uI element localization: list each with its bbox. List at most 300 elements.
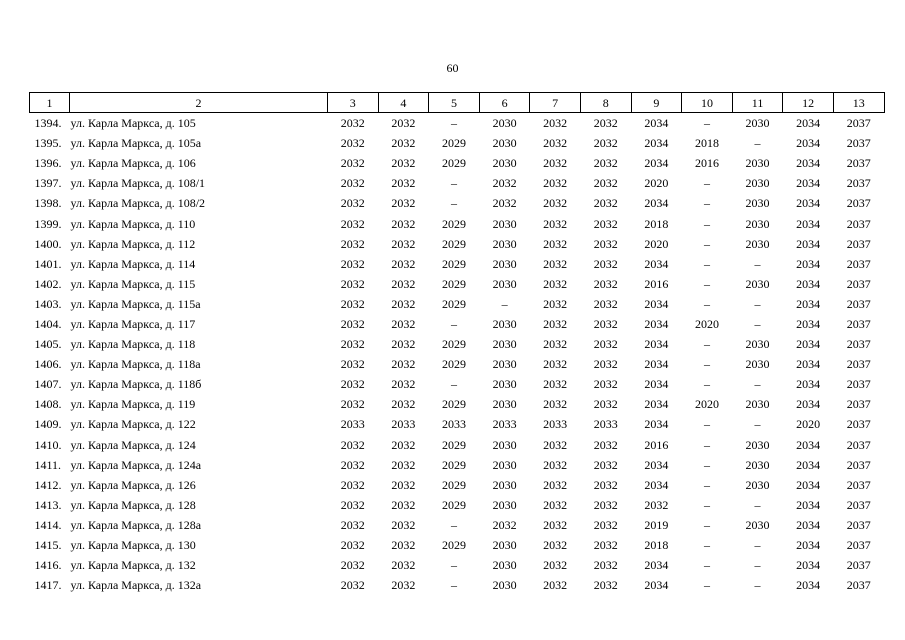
year-cell-col-10: 2020 xyxy=(694,316,719,331)
year-cell-col-10: – xyxy=(703,517,710,532)
column-header-1: 1 xyxy=(30,93,70,113)
year-cell-col-4: 2032 xyxy=(391,337,416,352)
column-header-6: 6 xyxy=(479,93,530,113)
year-cell-col-13: 2037 xyxy=(846,156,871,171)
year-cell-col-12: 2034 xyxy=(796,517,821,532)
year-cell-col-9: 2018 xyxy=(644,216,669,231)
year-cell-col-5: 2029 xyxy=(441,538,466,553)
year-cell-col-5: 2029 xyxy=(441,216,466,231)
year-cell-col-4: 2032 xyxy=(391,236,416,251)
year-cell-col-10: 2018 xyxy=(694,136,719,151)
year-cell-col-6: 2030 xyxy=(492,276,517,291)
row-number-cell: 1400. xyxy=(34,236,62,251)
year-cell-col-4: 2032 xyxy=(391,397,416,412)
row-number-cell: 1396. xyxy=(34,156,62,171)
year-cell-col-10: 2020 xyxy=(694,397,719,412)
year-cell-col-12: 2034 xyxy=(796,578,821,593)
year-cell-col-10: – xyxy=(703,457,710,472)
year-cell-col-4: 2032 xyxy=(391,176,416,191)
year-cell-col-4: 2032 xyxy=(391,437,416,452)
year-cell-col-10: – xyxy=(703,176,710,191)
year-cell-col-10: – xyxy=(703,497,710,512)
column-header-2: 2 xyxy=(70,93,328,113)
year-cell-col-3: 2032 xyxy=(340,437,365,452)
year-cell-col-9: 2034 xyxy=(644,457,669,472)
year-cell-col-11: 2030 xyxy=(745,457,770,472)
year-cell-col-12: 2034 xyxy=(796,136,821,151)
year-cell-col-3: 2032 xyxy=(340,116,365,131)
table-row xyxy=(30,435,885,455)
year-cell-col-3: 2032 xyxy=(340,578,365,593)
year-cell-col-11: 2030 xyxy=(745,276,770,291)
table-row xyxy=(30,314,885,334)
row-number-cell: 1409. xyxy=(34,417,62,432)
year-cell-col-3: 2032 xyxy=(340,316,365,331)
year-cell-col-6: 2030 xyxy=(492,497,517,512)
year-cell-col-13: 2037 xyxy=(846,216,871,231)
row-number-cell: 1395. xyxy=(34,136,62,151)
year-cell-col-12: 2034 xyxy=(796,558,821,573)
year-cell-col-6: 2032 xyxy=(492,517,517,532)
year-cell-col-5: – xyxy=(450,558,457,573)
year-cell-col-5: 2029 xyxy=(441,236,466,251)
year-cell-col-6: 2030 xyxy=(492,538,517,553)
table-row xyxy=(30,113,885,134)
table-row xyxy=(30,334,885,354)
year-cell-col-10: – xyxy=(703,377,710,392)
year-cell-col-4: 2032 xyxy=(391,517,416,532)
year-cell-col-8: 2032 xyxy=(593,216,618,231)
year-cell-col-5: 2029 xyxy=(441,256,466,271)
year-cell-col-12: 2034 xyxy=(796,397,821,412)
year-cell-col-12: 2034 xyxy=(796,296,821,311)
year-cell-col-11: 2030 xyxy=(745,357,770,372)
column-header-3: 3 xyxy=(328,93,379,113)
row-number-cell: 1416. xyxy=(34,558,62,573)
row-number-cell: 1406. xyxy=(34,357,62,372)
table-row xyxy=(30,374,885,394)
table-row xyxy=(30,555,885,575)
row-number-cell: 1401. xyxy=(34,256,62,271)
year-cell-col-8: 2032 xyxy=(593,337,618,352)
column-header-7: 7 xyxy=(530,93,581,113)
year-cell-col-4: 2032 xyxy=(391,116,416,131)
year-cell-col-6: 2030 xyxy=(492,477,517,492)
year-cell-col-6: 2030 xyxy=(492,136,517,151)
year-cell-col-11: – xyxy=(754,136,761,151)
year-cell-col-5: 2029 xyxy=(441,397,466,412)
year-cell-col-5: – xyxy=(450,196,457,211)
year-cell-col-7: 2032 xyxy=(543,558,568,573)
year-cell-col-11: – xyxy=(754,316,761,331)
year-cell-col-6: 2030 xyxy=(492,337,517,352)
year-cell-col-12: 2034 xyxy=(796,477,821,492)
table-row xyxy=(30,414,885,434)
year-cell-col-10: – xyxy=(703,296,710,311)
year-cell-col-12: 2034 xyxy=(796,497,821,512)
year-cell-col-3: 2032 xyxy=(340,236,365,251)
year-cell-col-8: 2032 xyxy=(593,196,618,211)
year-cell-col-9: 2032 xyxy=(644,497,669,512)
year-cell-col-9: 2034 xyxy=(644,156,669,171)
year-cell-col-8: 2032 xyxy=(593,558,618,573)
year-cell-col-7: 2032 xyxy=(543,357,568,372)
address-cell: ул. Карла Маркса, д. 119 xyxy=(70,397,196,412)
year-cell-col-13: 2037 xyxy=(846,377,871,392)
row-number-cell: 1415. xyxy=(34,538,62,553)
row-number-cell: 1397. xyxy=(34,176,62,191)
year-cell-col-11: 2030 xyxy=(745,216,770,231)
year-cell-col-13: 2037 xyxy=(846,517,871,532)
year-cell-col-11: – xyxy=(754,256,761,271)
year-cell-col-11: 2030 xyxy=(745,437,770,452)
year-cell-col-8: 2032 xyxy=(593,276,618,291)
year-cell-col-5: – xyxy=(450,517,457,532)
year-cell-col-8: 2032 xyxy=(593,497,618,512)
table-row xyxy=(30,274,885,294)
year-cell-col-11: – xyxy=(754,578,761,593)
year-cell-col-9: 2034 xyxy=(644,397,669,412)
year-cell-col-7: 2032 xyxy=(543,477,568,492)
year-cell-col-6: 2030 xyxy=(492,236,517,251)
year-cell-col-3: 2032 xyxy=(340,296,365,311)
address-cell: ул. Карла Маркса, д. 118 xyxy=(70,337,196,352)
year-cell-col-13: 2037 xyxy=(846,538,871,553)
year-cell-col-7: 2032 xyxy=(543,578,568,593)
row-number-cell: 1413. xyxy=(34,497,62,512)
year-cell-col-5: – xyxy=(450,176,457,191)
year-cell-col-8: 2032 xyxy=(593,437,618,452)
year-cell-col-13: 2037 xyxy=(846,397,871,412)
year-cell-col-11: 2030 xyxy=(745,116,770,131)
year-cell-col-6: 2033 xyxy=(492,417,517,432)
year-cell-col-9: 2034 xyxy=(644,357,669,372)
year-cell-col-9: 2034 xyxy=(644,558,669,573)
address-cell: ул. Карла Маркса, д. 115а xyxy=(70,296,201,311)
address-cell: ул. Карла Маркса, д. 118а xyxy=(70,357,201,372)
year-cell-col-13: 2037 xyxy=(846,337,871,352)
year-cell-col-13: 2037 xyxy=(846,296,871,311)
year-cell-col-7: 2032 xyxy=(543,397,568,412)
year-cell-col-5: 2029 xyxy=(441,477,466,492)
year-cell-col-13: 2037 xyxy=(846,578,871,593)
year-cell-col-8: 2032 xyxy=(593,176,618,191)
year-cell-col-11: 2030 xyxy=(745,196,770,211)
year-cell-col-11: 2030 xyxy=(745,156,770,171)
year-cell-col-4: 2032 xyxy=(391,196,416,211)
year-cell-col-4: 2032 xyxy=(391,256,416,271)
year-cell-col-5: 2029 xyxy=(441,357,466,372)
year-cell-col-4: 2032 xyxy=(391,538,416,553)
year-cell-col-10: – xyxy=(703,116,710,131)
year-cell-col-8: 2032 xyxy=(593,457,618,472)
table-row xyxy=(30,354,885,374)
year-cell-col-12: 2034 xyxy=(796,377,821,392)
table-row xyxy=(30,254,885,274)
year-cell-col-3: 2032 xyxy=(340,216,365,231)
year-cell-col-8: 2032 xyxy=(593,517,618,532)
year-cell-col-7: 2032 xyxy=(543,196,568,211)
address-cell: ул. Карла Маркса, д. 106 xyxy=(70,156,196,171)
row-number-cell: 1402. xyxy=(34,276,62,291)
year-cell-col-11: – xyxy=(754,296,761,311)
year-cell-col-3: 2032 xyxy=(340,497,365,512)
year-cell-col-7: 2032 xyxy=(543,296,568,311)
year-cell-col-7: 2032 xyxy=(543,136,568,151)
year-cell-col-5: 2029 xyxy=(441,437,466,452)
year-cell-col-9: 2034 xyxy=(644,578,669,593)
year-cell-col-6: 2030 xyxy=(492,578,517,593)
year-cell-col-3: 2033 xyxy=(340,417,365,432)
address-cell: ул. Карла Маркса, д. 128а xyxy=(70,517,202,532)
year-cell-col-11: 2030 xyxy=(745,236,770,251)
year-cell-col-7: 2032 xyxy=(543,256,568,271)
year-cell-col-3: 2032 xyxy=(340,477,365,492)
year-cell-col-5: 2029 xyxy=(441,337,466,352)
table-row xyxy=(30,294,885,314)
year-cell-col-8: 2032 xyxy=(593,296,618,311)
year-cell-col-8: 2032 xyxy=(593,397,618,412)
address-cell: ул. Карла Маркса, д. 105 xyxy=(70,116,196,131)
table-row xyxy=(30,173,885,193)
year-cell-col-3: 2032 xyxy=(340,538,365,553)
year-cell-col-5: – xyxy=(450,377,457,392)
year-cell-col-13: 2037 xyxy=(846,437,871,452)
table-row xyxy=(30,475,885,495)
year-cell-col-11: – xyxy=(754,538,761,553)
year-cell-col-12: 2034 xyxy=(796,236,821,251)
year-cell-col-10: – xyxy=(703,477,710,492)
table-row xyxy=(30,213,885,233)
data-table xyxy=(29,92,885,595)
year-cell-col-4: 2032 xyxy=(391,357,416,372)
year-cell-col-6: 2030 xyxy=(492,357,517,372)
address-cell: ул. Карла Маркса, д. 114 xyxy=(70,256,196,271)
year-cell-col-11: 2030 xyxy=(745,397,770,412)
year-cell-col-7: 2032 xyxy=(543,517,568,532)
year-cell-col-4: 2032 xyxy=(391,216,416,231)
address-cell: ул. Карла Маркса, д. 118б xyxy=(70,377,202,392)
year-cell-col-6: 2030 xyxy=(492,457,517,472)
year-cell-col-10: – xyxy=(703,276,710,291)
year-cell-col-6: 2030 xyxy=(492,116,517,131)
year-cell-col-9: 2020 xyxy=(644,176,669,191)
year-cell-col-7: 2032 xyxy=(543,176,568,191)
year-cell-col-3: 2032 xyxy=(340,558,365,573)
table-body xyxy=(30,113,885,596)
address-cell: ул. Карла Маркса, д. 115 xyxy=(70,276,196,291)
year-cell-col-7: 2032 xyxy=(543,276,568,291)
row-number-cell: 1417. xyxy=(34,578,62,593)
year-cell-col-12: 2034 xyxy=(796,216,821,231)
year-cell-col-7: 2032 xyxy=(543,236,568,251)
table-row xyxy=(30,495,885,515)
year-cell-col-12: 2034 xyxy=(796,457,821,472)
year-cell-col-4: 2033 xyxy=(391,417,416,432)
year-cell-col-8: 2032 xyxy=(593,538,618,553)
year-cell-col-10: – xyxy=(703,558,710,573)
year-cell-col-6: 2032 xyxy=(492,176,517,191)
table-row xyxy=(30,234,885,254)
year-cell-col-13: 2037 xyxy=(846,136,871,151)
column-header-10: 10 xyxy=(682,93,733,113)
year-cell-col-3: 2032 xyxy=(340,156,365,171)
column-header-9: 9 xyxy=(631,93,682,113)
year-cell-col-5: 2029 xyxy=(441,497,466,512)
year-cell-col-9: 2018 xyxy=(644,538,669,553)
year-cell-col-10: – xyxy=(703,417,710,432)
year-cell-col-11: 2030 xyxy=(745,477,770,492)
year-cell-col-13: 2037 xyxy=(846,457,871,472)
year-cell-col-8: 2032 xyxy=(593,316,618,331)
year-cell-col-3: 2032 xyxy=(340,176,365,191)
year-cell-col-10: – xyxy=(703,236,710,251)
header-row xyxy=(30,93,885,113)
year-cell-col-11: – xyxy=(754,417,761,432)
year-cell-col-11: – xyxy=(754,377,761,392)
year-cell-col-11: – xyxy=(754,497,761,512)
year-cell-col-3: 2032 xyxy=(340,457,365,472)
column-header-5: 5 xyxy=(429,93,480,113)
address-cell: ул. Карла Маркса, д. 128 xyxy=(70,497,196,512)
address-cell: ул. Карла Маркса, д. 132 xyxy=(70,558,196,573)
year-cell-col-10: – xyxy=(703,357,710,372)
year-cell-col-11: 2030 xyxy=(745,176,770,191)
year-cell-col-11: 2030 xyxy=(745,337,770,352)
address-cell: ул. Карла Маркса, д. 117 xyxy=(70,316,196,331)
year-cell-col-6: – xyxy=(501,296,508,311)
table-row xyxy=(30,535,885,555)
year-cell-col-5: 2033 xyxy=(441,417,466,432)
year-cell-col-6: 2030 xyxy=(492,558,517,573)
year-cell-col-13: 2037 xyxy=(846,316,871,331)
year-cell-col-7: 2032 xyxy=(543,316,568,331)
year-cell-col-9: 2034 xyxy=(644,256,669,271)
year-cell-col-13: 2037 xyxy=(846,477,871,492)
address-cell: ул. Карла Маркса, д. 124 xyxy=(70,437,196,452)
row-number-cell: 1411. xyxy=(34,457,62,472)
year-cell-col-8: 2032 xyxy=(593,578,618,593)
row-number-cell: 1403. xyxy=(34,296,62,311)
year-cell-col-3: 2032 xyxy=(340,196,365,211)
year-cell-col-6: 2030 xyxy=(492,316,517,331)
year-cell-col-5: 2029 xyxy=(441,156,466,171)
year-cell-col-4: 2032 xyxy=(391,578,416,593)
table-row xyxy=(30,394,885,414)
year-cell-col-12: 2034 xyxy=(796,116,821,131)
year-cell-col-12: 2034 xyxy=(796,337,821,352)
year-cell-col-12: 2034 xyxy=(796,437,821,452)
year-cell-col-5: 2029 xyxy=(441,136,466,151)
address-cell: ул. Карла Маркса, д. 130 xyxy=(70,538,196,553)
row-number-cell: 1405. xyxy=(34,337,62,352)
year-cell-col-8: 2032 xyxy=(593,377,618,392)
table-row xyxy=(30,133,885,153)
year-cell-col-5: 2029 xyxy=(441,276,466,291)
year-cell-col-5: – xyxy=(450,116,457,131)
year-cell-col-6: 2030 xyxy=(492,377,517,392)
table-row xyxy=(30,455,885,475)
year-cell-col-9: 2016 xyxy=(644,437,669,452)
year-cell-col-5: 2029 xyxy=(441,296,466,311)
year-cell-col-11: 2030 xyxy=(745,517,770,532)
year-cell-col-12: 2020 xyxy=(796,417,821,432)
year-cell-col-9: 2034 xyxy=(644,316,669,331)
year-cell-col-11: – xyxy=(754,558,761,573)
address-cell: ул. Карла Маркса, д. 126 xyxy=(70,477,196,492)
year-cell-col-7: 2032 xyxy=(543,156,568,171)
year-cell-col-4: 2032 xyxy=(391,477,416,492)
year-cell-col-9: 2034 xyxy=(644,337,669,352)
year-cell-col-12: 2034 xyxy=(796,256,821,271)
year-cell-col-6: 2032 xyxy=(492,196,517,211)
year-cell-col-12: 2034 xyxy=(796,176,821,191)
year-cell-col-3: 2032 xyxy=(340,357,365,372)
year-cell-col-8: 2032 xyxy=(593,357,618,372)
year-cell-col-10: – xyxy=(703,578,710,593)
address-cell: ул. Карла Маркса, д. 124а xyxy=(70,457,202,472)
year-cell-col-3: 2032 xyxy=(340,276,365,291)
year-cell-col-6: 2030 xyxy=(492,256,517,271)
address-cell: ул. Карла Маркса, д. 105а xyxy=(70,136,202,151)
row-number-cell: 1404. xyxy=(34,316,62,331)
row-number-cell: 1398. xyxy=(34,196,62,211)
year-cell-col-3: 2032 xyxy=(340,377,365,392)
year-cell-col-6: 2030 xyxy=(492,437,517,452)
address-cell: ул. Карла Маркса, д. 122 xyxy=(70,417,196,432)
year-cell-col-9: 2019 xyxy=(644,517,669,532)
address-cell: ул. Карла Маркса, д. 108/1 xyxy=(70,176,206,191)
year-cell-col-6: 2030 xyxy=(492,156,517,171)
year-cell-col-7: 2032 xyxy=(543,377,568,392)
table-row xyxy=(30,575,885,595)
address-cell: ул. Карла Маркса, д. 132а xyxy=(70,578,202,593)
year-cell-col-9: 2034 xyxy=(644,136,669,151)
year-cell-col-13: 2037 xyxy=(846,558,871,573)
year-cell-col-6: 2030 xyxy=(492,397,517,412)
year-cell-col-13: 2037 xyxy=(846,236,871,251)
year-cell-col-12: 2034 xyxy=(796,196,821,211)
year-cell-col-5: – xyxy=(450,578,457,593)
year-cell-col-4: 2032 xyxy=(391,296,416,311)
year-cell-col-10: – xyxy=(703,437,710,452)
year-cell-col-13: 2037 xyxy=(846,116,871,131)
table-row xyxy=(30,153,885,173)
year-cell-col-7: 2032 xyxy=(543,437,568,452)
year-cell-col-13: 2037 xyxy=(846,276,871,291)
year-cell-col-4: 2032 xyxy=(391,156,416,171)
year-cell-col-13: 2037 xyxy=(846,176,871,191)
year-cell-col-13: 2037 xyxy=(846,196,871,211)
row-number-cell: 1408. xyxy=(34,397,62,412)
year-cell-col-5: – xyxy=(450,316,457,331)
year-cell-col-4: 2032 xyxy=(391,497,416,512)
year-cell-col-12: 2034 xyxy=(796,156,821,171)
year-cell-col-12: 2034 xyxy=(796,357,821,372)
year-cell-col-3: 2032 xyxy=(340,397,365,412)
row-number-cell: 1407. xyxy=(34,377,62,392)
row-number-cell: 1412. xyxy=(34,477,62,492)
table-row xyxy=(30,193,885,213)
year-cell-col-7: 2032 xyxy=(543,457,568,472)
year-cell-col-3: 2032 xyxy=(340,256,365,271)
column-header-8: 8 xyxy=(580,93,631,113)
address-cell: ул. Карла Маркса, д. 110 xyxy=(70,216,196,231)
column-header-13: 13 xyxy=(833,93,884,113)
year-cell-col-7: 2032 xyxy=(543,216,568,231)
year-cell-col-4: 2032 xyxy=(391,316,416,331)
address-cell: ул. Карла Маркса, д. 112 xyxy=(70,236,196,251)
